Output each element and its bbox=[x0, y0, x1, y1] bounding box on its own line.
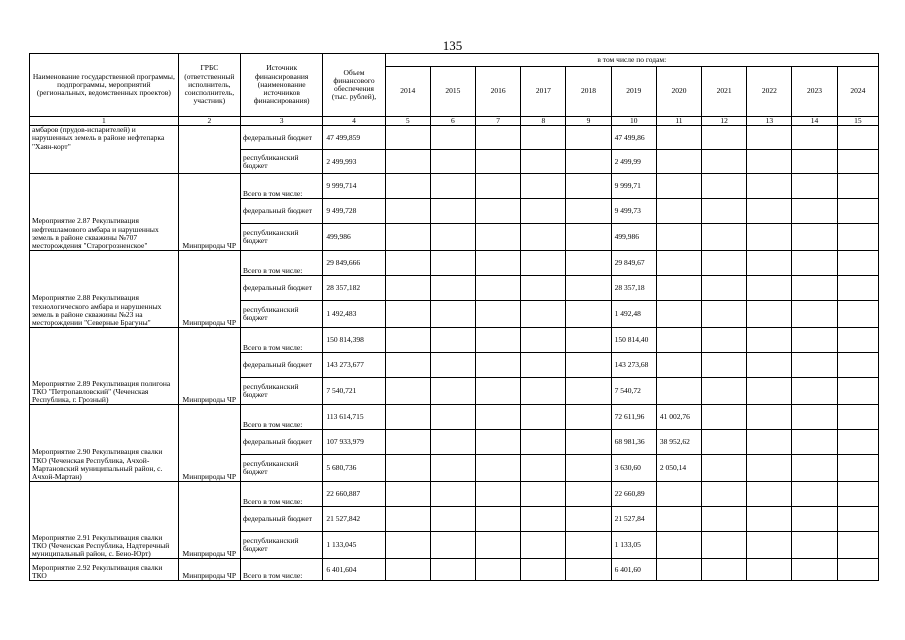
year-cell-2017 bbox=[521, 353, 566, 378]
year-cell-2014 bbox=[385, 150, 430, 174]
year-cell-2023 bbox=[792, 482, 837, 507]
year-cell-2022 bbox=[747, 224, 792, 251]
column-number: 10 bbox=[611, 117, 656, 126]
source-cell: федеральный бюджет bbox=[240, 199, 322, 224]
year-cell-2015 bbox=[430, 199, 475, 224]
year-cell-2017 bbox=[521, 224, 566, 251]
year-cell-2023 bbox=[792, 328, 837, 353]
year-cell-2017 bbox=[521, 174, 566, 199]
year-cell-2016 bbox=[476, 126, 521, 150]
column-number: 1 bbox=[30, 117, 179, 126]
source-cell: федеральный бюджет bbox=[240, 430, 322, 455]
header-year-2015: 2015 bbox=[430, 67, 475, 117]
year-cell-2020: 41 002,76 bbox=[656, 405, 701, 430]
volume-cell: 143 273,677 bbox=[323, 353, 385, 378]
year-cell-2015 bbox=[430, 174, 475, 199]
year-cell-2021 bbox=[702, 276, 747, 301]
year-cell-2023 bbox=[792, 430, 837, 455]
year-cell-2023 bbox=[792, 532, 837, 559]
year-cell-2024 bbox=[837, 224, 878, 251]
year-cell-2019: 47 499,86 bbox=[611, 126, 656, 150]
year-cell-2024 bbox=[837, 353, 878, 378]
year-cell-2015 bbox=[430, 532, 475, 559]
volume-cell: 6 401,604 bbox=[323, 559, 385, 581]
measure-name: Мероприятие 2.90 Рекультивация свалки ТКО (Чеченская Республика, Ачхой-Мартановский муниципальный район, с. Ачхой-Мартан) bbox=[30, 405, 179, 482]
year-cell-2016 bbox=[476, 276, 521, 301]
year-cell-2015 bbox=[430, 126, 475, 150]
year-cell-2014 bbox=[385, 482, 430, 507]
header-year-2023: 2023 bbox=[792, 67, 837, 117]
year-cell-2021 bbox=[702, 224, 747, 251]
year-cell-2024 bbox=[837, 301, 878, 328]
header-year-2014: 2014 bbox=[385, 67, 430, 117]
year-cell-2019: 3 630,60 bbox=[611, 455, 656, 482]
year-cell-2016 bbox=[476, 482, 521, 507]
year-cell-2021 bbox=[702, 328, 747, 353]
measure-name: Мероприятие 2.91 Рекультивация свалки ТКО (Чеченская Республика, Надтеречный муниципальный район, с. Бено-Юрт) bbox=[30, 482, 179, 559]
year-cell-2022 bbox=[747, 378, 792, 405]
year-cell-2016 bbox=[476, 251, 521, 276]
year-cell-2022 bbox=[747, 251, 792, 276]
year-cell-2018 bbox=[566, 559, 611, 581]
year-cell-2022 bbox=[747, 430, 792, 455]
source-cell: республиканский бюджет bbox=[240, 532, 322, 559]
year-cell-2016 bbox=[476, 150, 521, 174]
source-cell: федеральный бюджет bbox=[240, 353, 322, 378]
year-cell-2024 bbox=[837, 199, 878, 224]
year-cell-2020 bbox=[656, 532, 701, 559]
year-cell-2016 bbox=[476, 224, 521, 251]
year-cell-2021 bbox=[702, 482, 747, 507]
year-cell-2024 bbox=[837, 532, 878, 559]
year-cell-2015 bbox=[430, 276, 475, 301]
grbs-cell: Минприроды ЧР bbox=[178, 405, 240, 482]
source-cell: федеральный бюджет bbox=[240, 276, 322, 301]
year-cell-2016 bbox=[476, 430, 521, 455]
year-cell-2017 bbox=[521, 430, 566, 455]
year-cell-2014 bbox=[385, 251, 430, 276]
year-cell-2023 bbox=[792, 276, 837, 301]
year-cell-2022 bbox=[747, 532, 792, 559]
year-cell-2017 bbox=[521, 150, 566, 174]
year-cell-2018 bbox=[566, 276, 611, 301]
year-cell-2015 bbox=[430, 378, 475, 405]
volume-cell: 1 492,483 bbox=[323, 301, 385, 328]
year-cell-2015 bbox=[430, 328, 475, 353]
year-cell-2018 bbox=[566, 174, 611, 199]
header-year-2021: 2021 bbox=[702, 67, 747, 117]
year-cell-2020 bbox=[656, 224, 701, 251]
column-number: 9 bbox=[566, 117, 611, 126]
volume-cell: 47 499,859 bbox=[323, 126, 385, 150]
year-cell-2023 bbox=[792, 251, 837, 276]
year-cell-2018 bbox=[566, 353, 611, 378]
year-cell-2014 bbox=[385, 126, 430, 150]
source-cell: Всего в том числе: bbox=[240, 251, 322, 276]
year-cell-2014 bbox=[385, 507, 430, 532]
year-cell-2016 bbox=[476, 507, 521, 532]
year-cell-2019: 22 660,89 bbox=[611, 482, 656, 507]
year-cell-2024 bbox=[837, 430, 878, 455]
column-number: 12 bbox=[702, 117, 747, 126]
table-row bbox=[30, 328, 879, 353]
year-cell-2015 bbox=[430, 353, 475, 378]
year-cell-2016 bbox=[476, 301, 521, 328]
header-volume: Объем финансового обеспечения (тыс. рублей), bbox=[323, 54, 385, 117]
year-cell-2021 bbox=[702, 507, 747, 532]
year-cell-2015 bbox=[430, 559, 475, 581]
year-cell-2021 bbox=[702, 532, 747, 559]
year-cell-2021 bbox=[702, 405, 747, 430]
year-cell-2023 bbox=[792, 507, 837, 532]
year-cell-2017 bbox=[521, 378, 566, 405]
year-cell-2021 bbox=[702, 301, 747, 328]
year-cell-2018 bbox=[566, 482, 611, 507]
year-cell-2015 bbox=[430, 430, 475, 455]
source-cell: Всего в том числе: bbox=[240, 405, 322, 430]
volume-cell: 22 660,887 bbox=[323, 482, 385, 507]
year-cell-2024 bbox=[837, 150, 878, 174]
table-row bbox=[30, 126, 879, 150]
year-cell-2023 bbox=[792, 150, 837, 174]
header-year-2024: 2024 bbox=[837, 67, 878, 117]
source-cell: Всего в том числе: bbox=[240, 482, 322, 507]
year-cell-2019: 68 981,36 bbox=[611, 430, 656, 455]
year-cell-2020 bbox=[656, 174, 701, 199]
volume-cell: 150 814,398 bbox=[323, 328, 385, 353]
column-number: 15 bbox=[837, 117, 878, 126]
year-cell-2022 bbox=[747, 559, 792, 581]
year-cell-2019: 9 999,71 bbox=[611, 174, 656, 199]
year-cell-2015 bbox=[430, 507, 475, 532]
volume-cell: 1 133,045 bbox=[323, 532, 385, 559]
year-cell-2024 bbox=[837, 482, 878, 507]
volume-cell: 107 933,979 bbox=[323, 430, 385, 455]
year-cell-2018 bbox=[566, 126, 611, 150]
year-cell-2024 bbox=[837, 455, 878, 482]
year-cell-2023 bbox=[792, 224, 837, 251]
year-cell-2023 bbox=[792, 174, 837, 199]
year-cell-2018 bbox=[566, 378, 611, 405]
header-grbs: ГРБС (ответственный исполнитель, соисполнитель, участник) bbox=[178, 54, 240, 117]
year-cell-2021 bbox=[702, 378, 747, 405]
source-cell: Всего в том числе: bbox=[240, 559, 322, 581]
year-cell-2016 bbox=[476, 378, 521, 405]
year-cell-2020 bbox=[656, 301, 701, 328]
year-cell-2023 bbox=[792, 301, 837, 328]
year-cell-2023 bbox=[792, 559, 837, 581]
year-cell-2020 bbox=[656, 126, 701, 150]
source-cell: Всего в том числе: bbox=[240, 328, 322, 353]
column-number: 2 bbox=[178, 117, 240, 126]
volume-cell: 29 849,666 bbox=[323, 251, 385, 276]
year-cell-2023 bbox=[792, 199, 837, 224]
year-cell-2023 bbox=[792, 455, 837, 482]
year-cell-2020 bbox=[656, 507, 701, 532]
year-cell-2021 bbox=[702, 430, 747, 455]
year-cell-2024 bbox=[837, 405, 878, 430]
column-number: 5 bbox=[385, 117, 430, 126]
year-cell-2017 bbox=[521, 276, 566, 301]
year-cell-2022 bbox=[747, 276, 792, 301]
source-cell: республиканский бюджет bbox=[240, 301, 322, 328]
year-cell-2023 bbox=[792, 126, 837, 150]
year-cell-2023 bbox=[792, 378, 837, 405]
grbs-cell bbox=[178, 126, 240, 174]
year-cell-2018 bbox=[566, 430, 611, 455]
column-number: 8 bbox=[521, 117, 566, 126]
grbs-cell: Минприроды ЧР bbox=[178, 482, 240, 559]
source-cell: республиканский бюджет bbox=[240, 455, 322, 482]
year-cell-2021 bbox=[702, 455, 747, 482]
year-cell-2014 bbox=[385, 532, 430, 559]
year-cell-2019: 9 499,73 bbox=[611, 199, 656, 224]
year-cell-2024 bbox=[837, 174, 878, 199]
volume-cell: 28 357,182 bbox=[323, 276, 385, 301]
year-cell-2014 bbox=[385, 430, 430, 455]
year-cell-2014 bbox=[385, 455, 430, 482]
year-cell-2018 bbox=[566, 405, 611, 430]
year-cell-2020 bbox=[656, 559, 701, 581]
year-cell-2018 bbox=[566, 455, 611, 482]
year-cell-2015 bbox=[430, 301, 475, 328]
year-cell-2015 bbox=[430, 482, 475, 507]
year-cell-2024 bbox=[837, 378, 878, 405]
column-number: 3 bbox=[240, 117, 322, 126]
year-cell-2016 bbox=[476, 353, 521, 378]
financing-table bbox=[29, 53, 879, 581]
year-cell-2020 bbox=[656, 199, 701, 224]
year-cell-2014 bbox=[385, 405, 430, 430]
year-cell-2022 bbox=[747, 126, 792, 150]
header-source: Источник финансирования (наименование источников финансирования) bbox=[240, 54, 322, 117]
year-cell-2014 bbox=[385, 174, 430, 199]
table-row bbox=[30, 174, 879, 199]
year-cell-2019: 143 273,68 bbox=[611, 353, 656, 378]
year-cell-2023 bbox=[792, 353, 837, 378]
year-cell-2024 bbox=[837, 276, 878, 301]
volume-cell: 7 540,721 bbox=[323, 378, 385, 405]
table-row bbox=[30, 251, 879, 276]
year-cell-2020 bbox=[656, 276, 701, 301]
year-cell-2020 bbox=[656, 353, 701, 378]
year-cell-2019: 7 540,72 bbox=[611, 378, 656, 405]
source-cell: федеральный бюджет bbox=[240, 507, 322, 532]
year-cell-2015 bbox=[430, 251, 475, 276]
year-cell-2020 bbox=[656, 251, 701, 276]
year-cell-2015 bbox=[430, 224, 475, 251]
header-year-2016: 2016 bbox=[476, 67, 521, 117]
header-year-2017: 2017 bbox=[521, 67, 566, 117]
year-cell-2024 bbox=[837, 559, 878, 581]
year-cell-2018 bbox=[566, 301, 611, 328]
year-cell-2017 bbox=[521, 507, 566, 532]
header-name: Наименование государственной программы, подпрограммы, мероприятий (региональных, ведомственных проектов) bbox=[30, 54, 179, 117]
volume-cell: 9 999,714 bbox=[323, 174, 385, 199]
year-cell-2019: 1 492,48 bbox=[611, 301, 656, 328]
year-cell-2014 bbox=[385, 276, 430, 301]
year-cell-2019: 28 357,18 bbox=[611, 276, 656, 301]
header-by-years: в том числе по годам: bbox=[385, 54, 878, 67]
source-cell: республиканский бюджет bbox=[240, 378, 322, 405]
year-cell-2017 bbox=[521, 126, 566, 150]
year-cell-2018 bbox=[566, 150, 611, 174]
column-number: 13 bbox=[747, 117, 792, 126]
year-cell-2016 bbox=[476, 199, 521, 224]
year-cell-2019: 150 814,40 bbox=[611, 328, 656, 353]
year-cell-2021 bbox=[702, 174, 747, 199]
year-cell-2019: 29 849,67 bbox=[611, 251, 656, 276]
grbs-cell: Минприроды ЧР bbox=[178, 328, 240, 405]
year-cell-2017 bbox=[521, 559, 566, 581]
year-cell-2020 bbox=[656, 482, 701, 507]
year-cell-2019: 6 401,60 bbox=[611, 559, 656, 581]
year-cell-2019: 21 527,84 bbox=[611, 507, 656, 532]
year-cell-2016 bbox=[476, 455, 521, 482]
year-cell-2017 bbox=[521, 301, 566, 328]
year-cell-2022 bbox=[747, 405, 792, 430]
year-cell-2019: 72 611,96 bbox=[611, 405, 656, 430]
volume-cell: 113 614,715 bbox=[323, 405, 385, 430]
volume-cell: 9 499,728 bbox=[323, 199, 385, 224]
year-cell-2021 bbox=[702, 126, 747, 150]
year-cell-2020 bbox=[656, 328, 701, 353]
year-cell-2023 bbox=[792, 405, 837, 430]
measure-name: Мероприятие 2.89 Рекультивация полигона ТКО "Петропавловский" (Чеченская Республика, г. Грозный) bbox=[30, 328, 179, 405]
year-cell-2020 bbox=[656, 378, 701, 405]
year-cell-2017 bbox=[521, 455, 566, 482]
year-cell-2022 bbox=[747, 174, 792, 199]
source-cell: республиканский бюджет bbox=[240, 150, 322, 174]
year-cell-2019: 1 133,05 bbox=[611, 532, 656, 559]
header-year-2018: 2018 bbox=[566, 67, 611, 117]
header-year-2019: 2019 bbox=[611, 67, 656, 117]
year-cell-2018 bbox=[566, 328, 611, 353]
year-cell-2014 bbox=[385, 328, 430, 353]
year-cell-2014 bbox=[385, 301, 430, 328]
volume-cell: 5 680,736 bbox=[323, 455, 385, 482]
year-cell-2018 bbox=[566, 532, 611, 559]
column-number: 11 bbox=[656, 117, 701, 126]
year-cell-2016 bbox=[476, 559, 521, 581]
year-cell-2017 bbox=[521, 405, 566, 430]
year-cell-2016 bbox=[476, 532, 521, 559]
year-cell-2018 bbox=[566, 507, 611, 532]
year-cell-2014 bbox=[385, 353, 430, 378]
year-cell-2017 bbox=[521, 328, 566, 353]
year-cell-2014 bbox=[385, 378, 430, 405]
measure-name: Мероприятие 2.92 Рекультивация свалки ТКО bbox=[30, 559, 179, 581]
year-cell-2017 bbox=[521, 251, 566, 276]
header-year-2020: 2020 bbox=[656, 67, 701, 117]
year-cell-2014 bbox=[385, 199, 430, 224]
grbs-cell: Минприроды ЧР bbox=[178, 251, 240, 328]
year-cell-2022 bbox=[747, 507, 792, 532]
volume-cell: 2 499,993 bbox=[323, 150, 385, 174]
year-cell-2017 bbox=[521, 199, 566, 224]
year-cell-2017 bbox=[521, 532, 566, 559]
year-cell-2022 bbox=[747, 328, 792, 353]
year-cell-2016 bbox=[476, 328, 521, 353]
grbs-cell: Минприроды ЧР bbox=[178, 559, 240, 581]
column-number: 14 bbox=[792, 117, 837, 126]
year-cell-2021 bbox=[702, 199, 747, 224]
table-row bbox=[30, 482, 879, 507]
year-cell-2022 bbox=[747, 199, 792, 224]
year-cell-2024 bbox=[837, 126, 878, 150]
year-cell-2016 bbox=[476, 174, 521, 199]
year-cell-2021 bbox=[702, 353, 747, 378]
year-cell-2015 bbox=[430, 405, 475, 430]
measure-name: Мероприятие 2.87 Рекультивация нефтешламового амбара и нарушенных земель в районе скважины №707 месторождения "Старогрозненское" bbox=[30, 174, 179, 251]
year-cell-2021 bbox=[702, 150, 747, 174]
measure-name: Мероприятие 2.88 Рекультивация технологического амбара и нарушенных земель в районе скважины №23 на месторождении "Северные Брагуны" bbox=[30, 251, 179, 328]
year-cell-2016 bbox=[476, 405, 521, 430]
volume-cell: 21 527,842 bbox=[323, 507, 385, 532]
year-cell-2019: 499,986 bbox=[611, 224, 656, 251]
table-row bbox=[30, 405, 879, 430]
year-cell-2015 bbox=[430, 150, 475, 174]
header-year-2022: 2022 bbox=[747, 67, 792, 117]
measure-name: амбаров (прудов-испарителей) и нарушенных земель в районе нефтепарка "Хаян-корт" bbox=[30, 126, 179, 174]
year-cell-2024 bbox=[837, 251, 878, 276]
year-cell-2021 bbox=[702, 559, 747, 581]
year-cell-2018 bbox=[566, 224, 611, 251]
year-cell-2019: 2 499,99 bbox=[611, 150, 656, 174]
year-cell-2020: 2 050,14 bbox=[656, 455, 701, 482]
year-cell-2024 bbox=[837, 328, 878, 353]
year-cell-2022 bbox=[747, 353, 792, 378]
column-number: 7 bbox=[476, 117, 521, 126]
year-cell-2017 bbox=[521, 482, 566, 507]
year-cell-2022 bbox=[747, 150, 792, 174]
grbs-cell: Минприроды ЧР bbox=[178, 174, 240, 251]
column-number: 6 bbox=[430, 117, 475, 126]
year-cell-2014 bbox=[385, 224, 430, 251]
source-cell: Всего в том числе: bbox=[240, 174, 322, 199]
year-cell-2015 bbox=[430, 455, 475, 482]
year-cell-2014 bbox=[385, 559, 430, 581]
year-cell-2024 bbox=[837, 507, 878, 532]
year-cell-2020: 38 952,62 bbox=[656, 430, 701, 455]
year-cell-2022 bbox=[747, 455, 792, 482]
year-cell-2018 bbox=[566, 199, 611, 224]
table-row bbox=[30, 559, 879, 581]
source-cell: федеральный бюджет bbox=[240, 126, 322, 150]
year-cell-2018 bbox=[566, 251, 611, 276]
volume-cell: 499,986 bbox=[323, 224, 385, 251]
year-cell-2022 bbox=[747, 301, 792, 328]
year-cell-2020 bbox=[656, 150, 701, 174]
column-number: 4 bbox=[323, 117, 385, 126]
year-cell-2021 bbox=[702, 251, 747, 276]
page-number: 135 bbox=[442, 38, 463, 53]
year-cell-2022 bbox=[747, 482, 792, 507]
source-cell: республиканский бюджет bbox=[240, 224, 322, 251]
